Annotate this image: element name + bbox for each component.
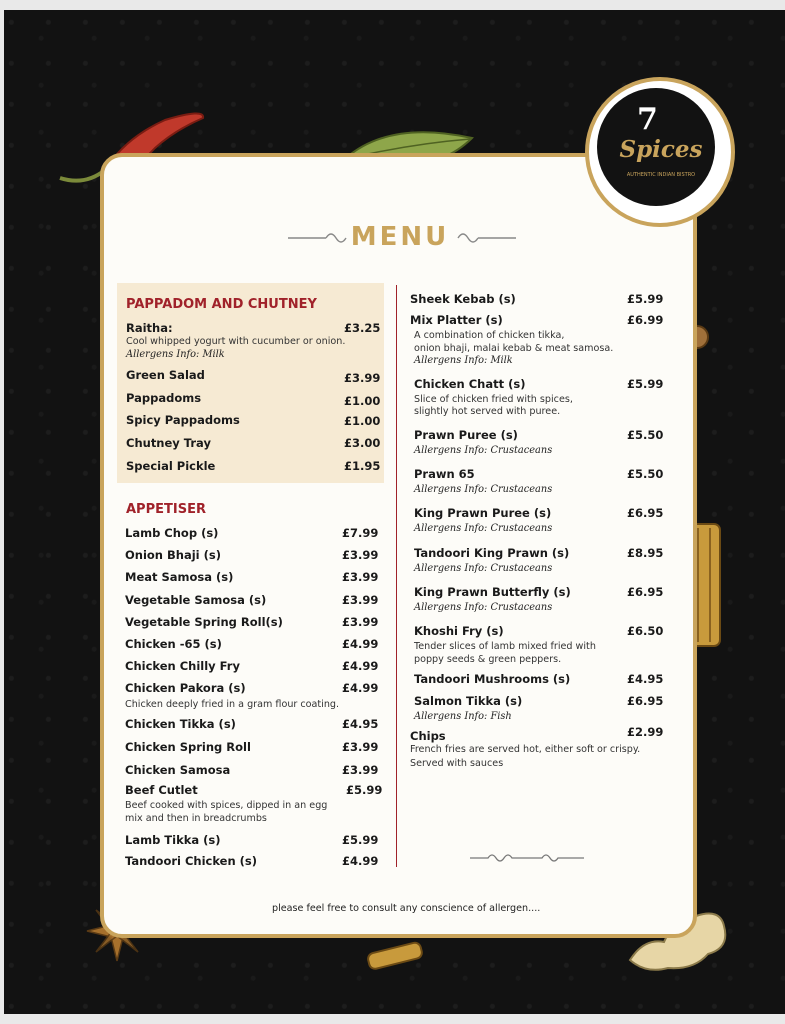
item-description: Slice of chicken fried with spices, <box>414 394 573 405</box>
cinnamon-roll-icon <box>364 934 436 974</box>
allergen-info: Allergens Info: Crustaceans <box>414 563 553 574</box>
item-name: Salmon Tikka (s) <box>414 694 523 708</box>
item-price: £6.99 <box>627 313 664 327</box>
column-divider <box>396 285 397 867</box>
item-name: Chicken Tikka (s) <box>125 717 236 731</box>
item-price: £3.99 <box>342 570 379 584</box>
item-price: £6.95 <box>627 506 664 520</box>
item-price: £6.95 <box>627 585 664 599</box>
flourish-divider-icon <box>468 850 586 866</box>
item-price: £5.99 <box>627 377 664 391</box>
allergen-info: Allergens Info: Milk <box>126 349 225 360</box>
item-name: King Prawn Butterfly (s) <box>414 585 571 599</box>
allergen-info: Allergens Info: Fish <box>414 711 512 722</box>
item-name: Sheek Kebab (s) <box>410 292 516 306</box>
item-price: £8.95 <box>627 546 664 560</box>
item-price: £4.95 <box>342 717 379 731</box>
item-name: Khoshi Fry (s) <box>414 624 504 638</box>
item-name: Chicken Chilly Fry <box>125 659 240 673</box>
allergen-footer-note: please feel free to consult any conscience of allergen.... <box>272 903 541 914</box>
item-description: onion bhaji, malai kebab & meat samosa. <box>414 343 614 354</box>
item-description: poppy seeds & green peppers. <box>414 654 562 665</box>
item-name: Pappadoms <box>126 391 202 405</box>
item-description: mix and then in breadcrumbs <box>125 813 267 824</box>
item-price: £3.99 <box>344 371 381 385</box>
flourish-right-icon <box>452 226 518 248</box>
item-price: £3.99 <box>342 615 379 629</box>
item-name: Prawn Puree (s) <box>414 428 518 442</box>
item-description: Chicken deeply fried in a gram flour coating. <box>125 699 340 710</box>
item-name: Chicken Pakora (s) <box>125 681 246 695</box>
item-name: Chicken Samosa <box>125 763 231 777</box>
item-price: £3.99 <box>342 740 379 754</box>
section-heading-appetiser: APPETISER <box>126 502 206 517</box>
allergen-info: Allergens Info: Crustaceans <box>414 484 553 495</box>
item-price: £1.00 <box>344 414 381 428</box>
item-name: Lamb Tikka (s) <box>125 833 221 847</box>
item-description: French fries are served hot, either soft or crispy. <box>410 744 641 755</box>
menu-title: MENU <box>350 222 450 252</box>
item-price: £3.99 <box>342 593 379 607</box>
item-name: Chips <box>410 729 446 743</box>
item-description: Cool whipped yogurt with cucumber or onion. <box>126 336 346 347</box>
allergen-info: Allergens Info: Crustaceans <box>414 523 553 534</box>
section-heading-pappadom: PAPPADOM AND CHUTNEY <box>126 297 317 312</box>
item-name: Prawn 65 <box>414 467 475 481</box>
item-price: £5.99 <box>346 783 383 797</box>
item-name: Chutney Tray <box>126 436 211 450</box>
item-name: Vegetable Samosa (s) <box>125 593 267 607</box>
logo-tagline: AUTHENTIC INDIAN BISTRO <box>626 172 696 178</box>
item-name: Tandoori King Prawn (s) <box>414 546 570 560</box>
item-name: Special Pickle <box>126 459 216 473</box>
allergen-info: Allergens Info: Crustaceans <box>414 602 553 613</box>
item-name: Meat Samosa (s) <box>125 570 234 584</box>
logo-name: Spices <box>619 136 703 163</box>
item-price: £5.50 <box>627 467 664 481</box>
item-price: £3.25 <box>344 321 381 335</box>
item-price: £5.99 <box>627 292 664 306</box>
item-name: Onion Bhaji (s) <box>125 548 221 562</box>
item-price: £7.99 <box>342 526 379 540</box>
item-name: Chicken Chatt (s) <box>414 377 526 391</box>
item-price: £3.00 <box>344 436 381 450</box>
allergen-info: Allergens Info: Crustaceans <box>414 445 553 456</box>
item-description: Tender slices of lamb mixed fried with <box>414 641 596 652</box>
item-description: Served with sauces <box>410 758 504 769</box>
item-description: slightly hot served with puree. <box>414 406 561 417</box>
item-name: Spicy Pappadoms <box>126 413 240 427</box>
item-name: Beef Cutlet <box>125 783 198 797</box>
item-price: £5.99 <box>342 833 379 847</box>
item-description: Beef cooked with spices, dipped in an egg <box>125 800 328 811</box>
item-description: A combination of chicken tikka, <box>414 330 565 341</box>
item-price: £6.50 <box>627 624 664 638</box>
item-name: Vegetable Spring Roll(s) <box>125 615 283 629</box>
item-price: £2.99 <box>627 725 664 739</box>
item-name: Chicken Spring Roll <box>125 740 251 754</box>
item-price: £4.99 <box>342 681 379 695</box>
item-price: £1.00 <box>344 394 381 408</box>
item-price: £5.50 <box>627 428 664 442</box>
item-price: £4.95 <box>627 672 664 686</box>
item-name: Lamb Chop (s) <box>125 526 219 540</box>
item-price: £4.99 <box>342 659 379 673</box>
item-name: Tandoori Mushrooms (s) <box>414 672 571 686</box>
item-name: Tandoori Chicken (s) <box>125 854 258 868</box>
item-name: Green Salad <box>126 368 205 382</box>
item-price: £1.95 <box>344 459 381 473</box>
item-price: £3.99 <box>342 548 379 562</box>
item-price: £4.99 <box>342 637 379 651</box>
logo-number: 7 <box>637 102 658 137</box>
item-name: Raitha: <box>126 321 173 335</box>
item-price: £6.95 <box>627 694 664 708</box>
item-name: King Prawn Puree (s) <box>414 506 552 520</box>
item-price: £3.99 <box>342 763 379 777</box>
allergen-info: Allergens Info: Milk <box>414 355 513 366</box>
item-name: Mix Platter (s) <box>410 313 503 327</box>
item-name: Chicken -65 (s) <box>125 637 222 651</box>
item-price: £4.99 <box>342 854 379 868</box>
